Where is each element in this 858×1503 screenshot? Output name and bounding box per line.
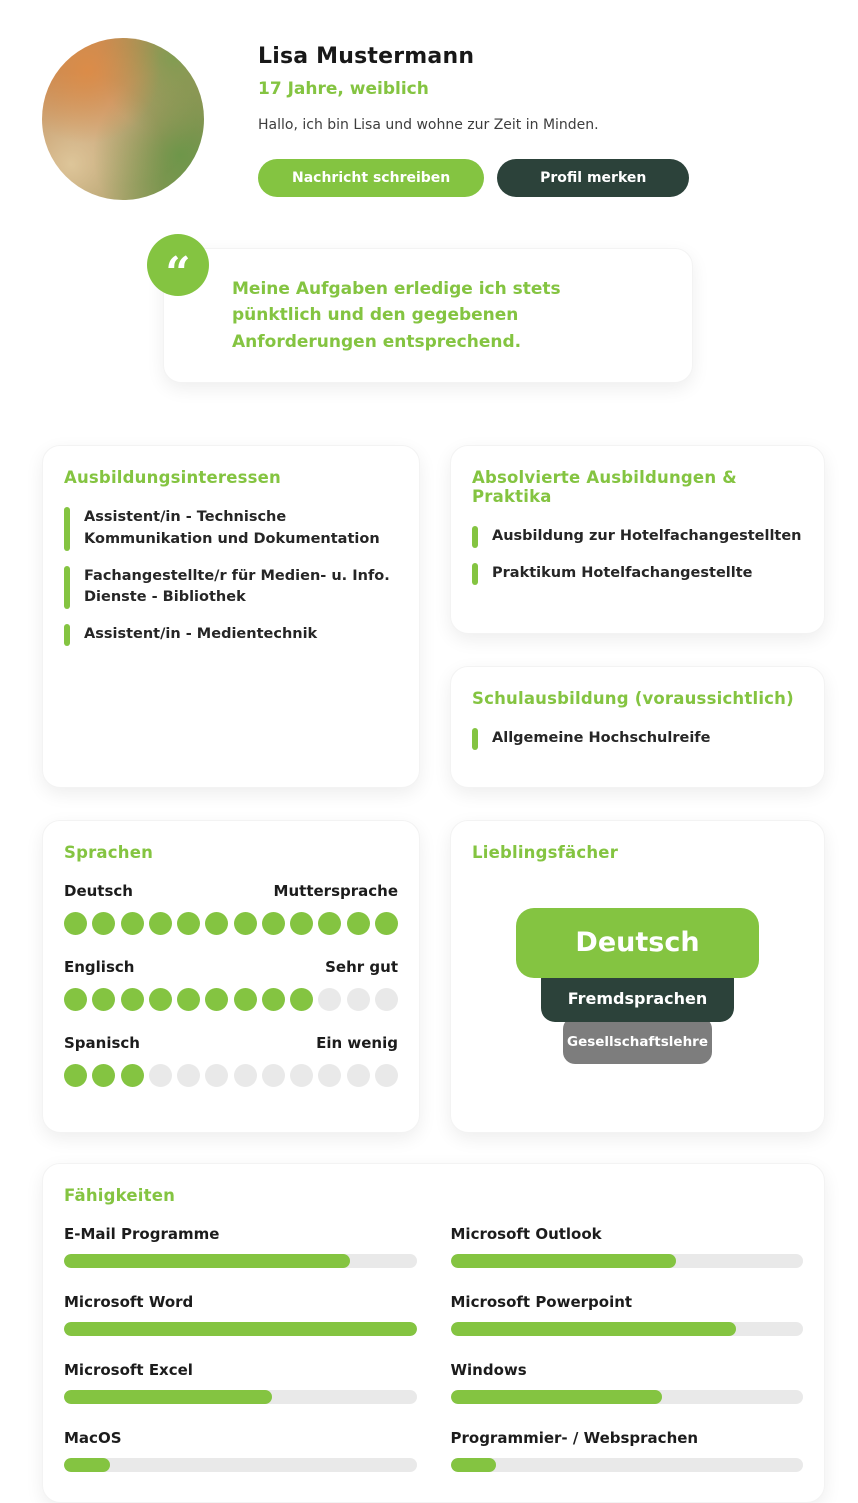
rating-dot	[347, 988, 370, 1011]
skill-progress-fill	[451, 1390, 663, 1404]
rating-dot	[149, 1064, 172, 1087]
quote-text: Meine Aufgaben erledige ich stets pünktlich und den gegebenen Anforderungen entsprechend.	[232, 279, 561, 352]
card-favorite-subjects	[450, 820, 825, 1133]
card-education-interests	[42, 445, 420, 788]
skill-item	[64, 1225, 417, 1268]
card-school-education	[450, 666, 825, 788]
skill-item	[451, 1361, 804, 1404]
skill-item	[451, 1293, 804, 1336]
skill-item	[64, 1293, 417, 1336]
skill-progress-fill	[64, 1390, 272, 1404]
rating-dot	[92, 988, 115, 1011]
skill-item	[451, 1225, 804, 1268]
item-accent-bar	[472, 728, 478, 750]
card-title: Fähigkeiten	[64, 1185, 176, 1205]
language-head	[64, 958, 398, 976]
rating-dot	[347, 912, 370, 935]
rating-dot	[234, 912, 257, 935]
rating-dot	[149, 912, 172, 935]
rating-dot	[177, 988, 200, 1011]
rating-dot	[177, 1064, 200, 1087]
item-label: Ausbildung zur Hotelfachangestellten	[492, 528, 802, 545]
skill-progress-track	[64, 1390, 417, 1404]
card-languages	[42, 820, 420, 1133]
profile-age-gender: 17 Jahre, weiblich	[258, 79, 429, 99]
language-head	[64, 882, 398, 900]
favorite-subject-tag: Deutsch	[516, 908, 759, 978]
quote-card	[163, 248, 693, 383]
language-row	[64, 882, 398, 935]
skill-progress-track	[451, 1254, 804, 1268]
skill-item	[64, 1429, 417, 1472]
item-accent-bar	[472, 563, 478, 585]
language-rating	[64, 912, 398, 935]
skill-progress-fill	[64, 1322, 417, 1336]
language-list	[64, 882, 398, 1087]
rating-dot	[290, 1064, 313, 1087]
item-accent-bar	[64, 566, 70, 610]
card-title: Ausbildungsinteressen	[64, 468, 281, 488]
language-name: Spanisch	[64, 1033, 140, 1052]
item-accent-bar	[64, 624, 70, 646]
cards-grid	[0, 445, 858, 1133]
skill-label: Microsoft Outlook	[450, 1224, 602, 1243]
bookmark-profile-button[interactable]: Profil merken	[497, 159, 689, 197]
skill-item	[451, 1429, 804, 1472]
rating-dot	[121, 988, 144, 1011]
card-title: Schulausbildung (voraussichtlich)	[472, 689, 794, 709]
list-item	[64, 566, 398, 610]
rating-dot	[290, 988, 313, 1011]
language-level-label: Sehr gut	[325, 957, 398, 976]
item-label: Assistent/in - Medientechnik	[84, 626, 318, 643]
skill-label: E-Mail Programme	[64, 1224, 220, 1243]
item-label: Fachangestellte/r für Medien- u. Info. Dienste - Bibliothek	[84, 567, 390, 606]
rating-dot	[375, 912, 398, 935]
profile-intro: Hallo, ich bin Lisa und wohne zur Zeit in Minden.	[258, 117, 599, 133]
rating-dot	[234, 988, 257, 1011]
language-level-label: Muttersprache	[273, 881, 398, 900]
card-title: Absolvierte Ausbildungen & Praktika	[472, 468, 737, 507]
rating-dot	[347, 1064, 370, 1087]
profile-name: Lisa Mustermann	[258, 44, 475, 69]
item-label: Assistent/in - Technische Kommunikation und Dokumentation	[84, 509, 380, 547]
skill-progress-track	[451, 1322, 804, 1336]
list-item	[64, 624, 398, 646]
skill-progress-fill	[451, 1322, 737, 1336]
rating-dot	[121, 1064, 144, 1087]
skill-progress-track	[64, 1322, 417, 1336]
rating-dot	[262, 1064, 285, 1087]
quote-block	[163, 248, 693, 383]
skill-label: MacOS	[64, 1428, 122, 1447]
quote-icon: “	[147, 234, 209, 296]
rating-dot	[375, 988, 398, 1011]
skill-progress-track	[451, 1458, 804, 1472]
skill-progress-fill	[451, 1254, 677, 1268]
rating-dot	[375, 1064, 398, 1087]
rating-dot	[290, 912, 313, 935]
card-title: Lieblingsfächer	[472, 842, 619, 862]
language-name: Englisch	[64, 957, 135, 976]
card-skills	[42, 1163, 825, 1503]
rating-dot	[205, 912, 228, 935]
skill-label: Microsoft Powerpoint	[450, 1292, 633, 1311]
rating-dot	[64, 912, 87, 935]
rating-dot	[234, 1064, 257, 1087]
profile-header	[0, 0, 858, 200]
profile-actions	[258, 159, 689, 197]
item-label: Allgemeine Hochschulreife	[492, 730, 711, 747]
rating-dot	[262, 912, 285, 935]
rating-dot	[318, 1064, 341, 1087]
skill-label: Windows	[450, 1360, 527, 1379]
interest-list	[64, 507, 398, 646]
item-label: Praktikum Hotelfachangestellte	[492, 564, 753, 581]
language-head	[64, 1034, 398, 1052]
rating-dot	[92, 1064, 115, 1087]
item-accent-bar	[64, 507, 70, 551]
rating-dot	[64, 988, 87, 1011]
skill-progress-track	[64, 1458, 417, 1472]
rating-dot	[205, 1064, 228, 1087]
card-completed-trainings	[450, 445, 825, 634]
rating-dot	[64, 1064, 87, 1087]
favorite-subjects-stack	[472, 908, 803, 1064]
rating-dot	[318, 988, 341, 1011]
skills-grid	[64, 1225, 803, 1472]
rating-dot	[92, 912, 115, 935]
language-row	[64, 1034, 398, 1087]
favorite-subject-tag: Gesellschaftslehre	[563, 1017, 712, 1064]
skill-progress-fill	[64, 1254, 350, 1268]
profile-info	[258, 38, 689, 200]
completed-list	[472, 526, 803, 585]
rating-dot	[318, 912, 341, 935]
skill-label: Microsoft Excel	[64, 1360, 193, 1379]
right-column	[450, 445, 825, 788]
list-item	[472, 728, 803, 750]
list-item	[472, 563, 803, 585]
skill-progress-track	[64, 1254, 417, 1268]
card-title: Sprachen	[64, 842, 154, 862]
language-level-label: Ein wenig	[316, 1033, 398, 1052]
language-rating	[64, 1064, 398, 1087]
skill-label: Programmier- / Websprachen	[450, 1428, 699, 1447]
item-accent-bar	[472, 526, 478, 548]
skill-label: Microsoft Word	[64, 1292, 194, 1311]
language-row	[64, 958, 398, 1011]
rating-dot	[205, 988, 228, 1011]
list-item	[472, 526, 803, 548]
rating-dot	[177, 912, 200, 935]
skill-progress-fill	[64, 1458, 110, 1472]
rating-dot	[121, 912, 144, 935]
rating-dot	[262, 988, 285, 1011]
skill-item	[64, 1361, 417, 1404]
school-list	[472, 728, 803, 750]
profile-photo	[42, 38, 204, 200]
list-item	[64, 507, 398, 551]
rating-dot	[149, 988, 172, 1011]
write-message-button[interactable]: Nachricht schreiben	[258, 159, 484, 197]
language-name: Deutsch	[64, 881, 133, 900]
skill-progress-fill	[451, 1458, 497, 1472]
language-rating	[64, 988, 398, 1011]
favorite-subject-tag: Fremdsprachen	[541, 965, 734, 1022]
skill-progress-track	[451, 1390, 804, 1404]
